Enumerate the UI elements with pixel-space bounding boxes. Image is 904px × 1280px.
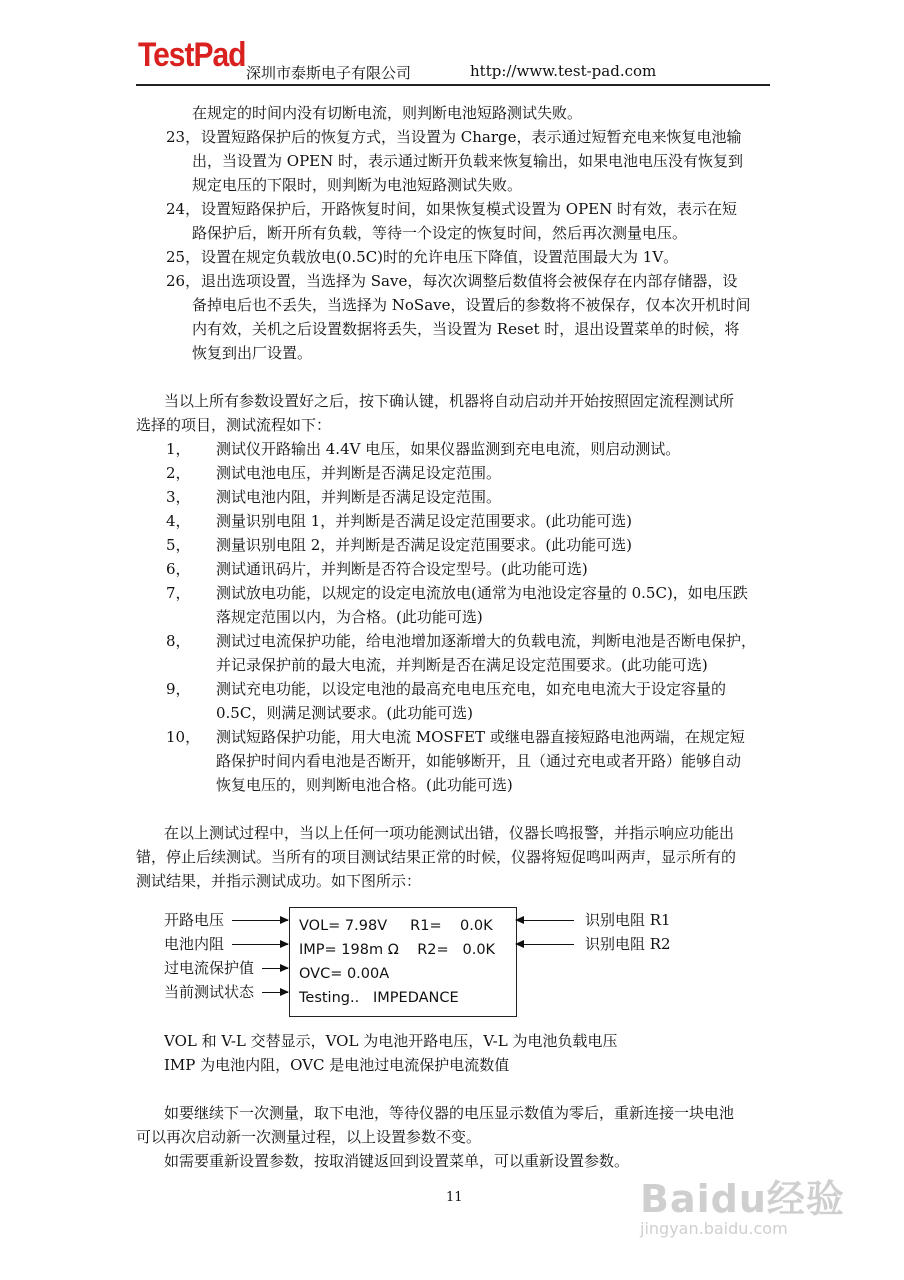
note-line-2: IMP 为电池内阻，OVC 是电池过电流保护电流数值 <box>164 1056 510 1074</box>
step-8-line-2: 并记录保护前的最大电流，并判断是否在满足设定范围要求。(此功能可选) <box>216 656 708 674</box>
label-id-resistor-r1: 识别电阻 R1 <box>585 911 671 929</box>
lcd-display <box>289 907 517 1017</box>
item-26-number: 26， <box>166 272 201 290</box>
item-26-line-3: 内有效，关机之后设置数据将丢失，当设置为 Reset 时，退出设置菜单的时候，将 <box>192 320 740 338</box>
step-10-line-2: 路保护时间内看电池是否断开，如能够断开，且（通过充电或者开路）能够自动 <box>216 752 742 770</box>
arrow-left-icon <box>516 920 574 921</box>
note-line-1: VOL 和 V-L 交替显示，VOL 为电池开路电压，V-L 为电池负载电压 <box>164 1032 618 1050</box>
step-4-number: 4， <box>166 512 191 530</box>
step-6-line-1: 测试通讯码片，并判断是否符合设定型号。(此功能可选) <box>216 560 588 578</box>
item-23-line-1: 设置短路保护后的恢复方式，当设置为 Charge，表示通过短暂充电来恢复电池输 <box>201 128 742 146</box>
closing-line-2: 可以再次启动新一次测量过程，以上设置参数不变。 <box>136 1128 482 1146</box>
testpad-logo: TestPad <box>138 36 246 74</box>
item-26-line-2: 备掉电后也不丢失，当选择为 NoSave，设置后的参数将不被保存，仅本次开机时间 <box>192 296 751 314</box>
arrow-right-icon <box>262 968 288 969</box>
step-3-number: 3， <box>166 488 191 506</box>
step-8-line-1: 测试过电流保护功能，给电池增加逐渐增大的负载电流，判断电池是否断电保护， <box>216 632 757 650</box>
item-26-line-1: 退出选项设置，当选择为 Save，每次次调整后数值将会被保存在内部存储器，设 <box>201 272 738 290</box>
step-9-line-2: 0.5C，则满足测试要求。(此功能可选) <box>216 704 474 722</box>
step-9-number: 9， <box>166 680 191 698</box>
lcd-row-ovc: OVC= 0.00A <box>299 966 390 982</box>
step-10-number: 10， <box>166 728 201 746</box>
item-23-number: 23， <box>166 128 201 146</box>
baidu-watermark <box>640 1168 845 1238</box>
step-2-line-1: 测试电池电压，并判断是否满足设定范围。 <box>216 464 502 482</box>
item-23-line-3: 规定电压的下限时，则判断为电池短路测试失败。 <box>192 176 523 194</box>
arrow-right-icon <box>262 992 288 993</box>
item-24-number: 24， <box>166 200 201 218</box>
arrow-left-icon <box>516 944 574 945</box>
step-1-number: 1， <box>166 440 191 458</box>
header-divider <box>136 84 770 86</box>
step-7-line-1: 测试放电功能，以规定的设定电流放电(通常为电池设定容量的 0.5C)，如电压跌 <box>216 584 748 602</box>
watermark-sub: jingyan.baidu.com <box>640 1219 788 1238</box>
label-current-test-status: 当前测试状态 <box>164 983 255 1001</box>
item-26-line-4: 恢复到出厂设置。 <box>192 344 313 362</box>
item-22-line-1: 在规定的时间内没有切断电流，则判断电池短路测试失败。 <box>192 104 583 122</box>
closing-line-3: 如需要重新设置参数，按取消键返回到设置菜单，可以重新设置参数。 <box>164 1152 630 1170</box>
item-23-line-2: 出，当设置为 OPEN 时，表示通过断开负载来恢复输出，如果电池电压没有恢复到 <box>192 152 744 170</box>
item-25-line-1: 设置在规定负载放电(0.5C)时的允许电压下降值，设置范围最大为 1V。 <box>201 248 679 266</box>
error-paragraph-line-1: 在以上测试过程中，当以上任何一项功能测试出错，仪器长鸣报警，并指示响应功能出 <box>164 824 735 842</box>
step-4-line-1: 测量识别电阻 1，并判断是否满足设定范围要求。(此功能可选) <box>216 512 633 530</box>
label-id-resistor-r2: 识别电阻 R2 <box>585 935 671 953</box>
step-9-line-1: 测试充电功能，以设定电池的最高充电电压充电，如充电电流大于设定容量的 <box>216 680 727 698</box>
arrow-right-icon <box>232 944 288 945</box>
step-10-line-3: 恢复电压的，则判断电池合格。(此功能可选) <box>216 776 513 794</box>
step-6-number: 6， <box>166 560 191 578</box>
step-2-number: 2， <box>166 464 191 482</box>
item-24-line-2: 路保护后，断开所有负载，等待一个设定的恢复时间，然后再次测量电压。 <box>192 224 688 242</box>
step-8-number: 8， <box>166 632 191 650</box>
intro-paragraph-line-2: 选择的项目，测试流程如下： <box>136 416 332 434</box>
step-7-number: 7， <box>166 584 191 602</box>
label-open-voltage: 开路电压 <box>164 911 225 929</box>
label-overcurrent-value: 过电流保护值 <box>164 959 255 977</box>
company-name: 深圳市泰斯电子有限公司 <box>246 64 412 82</box>
lcd-row-imp: IMP= 198m Ω R2= 0.0K <box>299 942 496 958</box>
step-7-line-2: 落规定范围以内，为合格。(此功能可选) <box>216 608 483 626</box>
step-5-number: 5， <box>166 536 191 554</box>
error-paragraph-line-2: 错，停止后续测试。当所有的项目测试结果正常的时候，仪器将短促鸣叫两声，显示所有的 <box>136 848 737 866</box>
lcd-row-status: Testing.. IMPEDANCE <box>299 990 459 1006</box>
company-url: http://www.test-pad.com <box>470 62 657 80</box>
item-25-number: 25， <box>166 248 201 266</box>
lcd-row-vol: VOL= 7.98V R1= 0.0K <box>299 918 493 934</box>
intro-paragraph-line-1: 当以上所有参数设置好之后，按下确认键，机器将自动启动并开始按照固定流程测试所 <box>164 392 735 410</box>
arrow-right-icon <box>232 920 288 921</box>
page-number: 11 <box>446 1190 463 1205</box>
step-5-line-1: 测量识别电阻 2，并判断是否满足设定范围要求。(此功能可选) <box>216 536 633 554</box>
label-internal-resistance: 电池内阻 <box>164 935 225 953</box>
error-paragraph-line-3: 测试结果，并指示测试成功。如下图所示： <box>136 872 422 890</box>
step-3-line-1: 测试电池内阻，并判断是否满足设定范围。 <box>216 488 502 506</box>
watermark-main: Baidu经验 <box>640 1177 845 1221</box>
step-10-line-1: 测试短路保护功能，用大电流 MOSFET 或继电器直接短路电池两端，在规定短 <box>216 728 745 746</box>
item-24-line-1: 设置短路保护后，开路恢复时间，如果恢复模式设置为 OPEN 时有效，表示在短 <box>201 200 738 218</box>
step-1-line-1: 测试仪开路输出 4.4V 电压，如果仪器监测到充电电流，则启动测试。 <box>216 440 681 458</box>
closing-line-1: 如要继续下一次测量，取下电池，等待仪器的电压显示数值为零后，重新连接一块电池 <box>164 1104 735 1122</box>
